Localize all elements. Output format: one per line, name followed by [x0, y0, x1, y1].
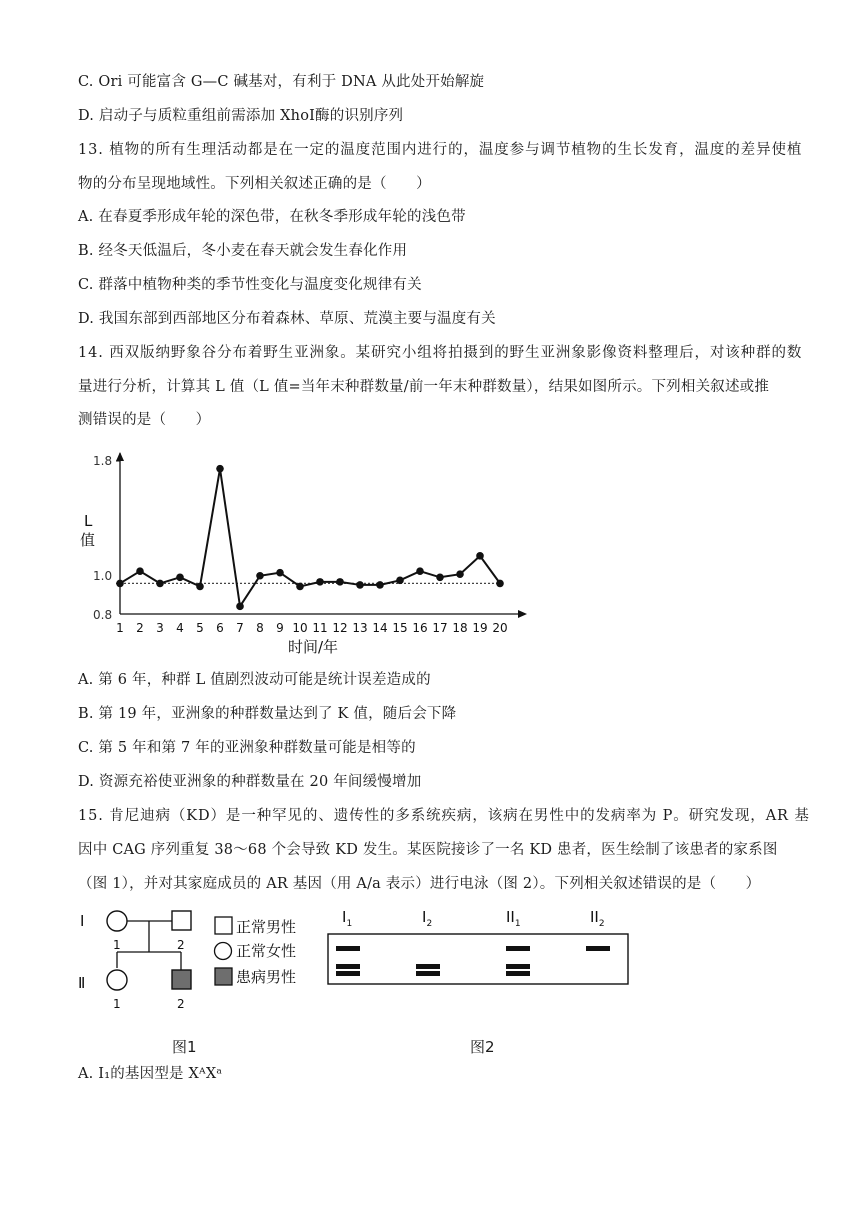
- legend-normal-male-icon: [215, 917, 232, 934]
- q13-option-b: B. 经冬天低温后，冬小麦在春天就会发生春化作用: [78, 243, 408, 259]
- q13-stem-line2: 物的分布呈现地域性。下列相关叙述正确的是（ ）: [78, 176, 431, 192]
- q15-stem-line2: 因中 CAG 序列重复 38～68 个会导致 KD 发生。某医院接诊了一名 KD 患者，医生绘制了该患者的家系图: [78, 842, 778, 858]
- figure-2-caption: 图2: [470, 1038, 495, 1056]
- data-point-year-13: [356, 581, 364, 589]
- q15-stem-line3: （图 1），并对其家庭成员的 AR 基因（用 A/a 表示）进行电泳（图 2）。下列相关叙述错误的是（ ）: [78, 876, 761, 892]
- x-tick-labels: [116, 621, 507, 635]
- y-axis-label-l: L: [84, 512, 93, 530]
- data-point-year-1: [116, 580, 124, 588]
- y-axis-label-value: 值: [80, 531, 96, 549]
- data-point-year-14: [376, 581, 384, 589]
- data-point-year-11: [316, 578, 324, 586]
- data-point-year-6: [216, 465, 224, 473]
- data-point-year-10: [296, 583, 304, 591]
- x-tick-label-3: 3: [156, 621, 164, 635]
- generation-2-label: Ⅱ: [78, 974, 86, 992]
- band-i1-lower-1: [336, 964, 360, 969]
- q14-stem-line3: 测错误的是（ ）: [78, 412, 211, 428]
- band-ii1-lower-1: [506, 964, 530, 969]
- x-tick-label-1: 1: [116, 621, 124, 635]
- band-i1-upper: [336, 946, 360, 951]
- data-point-year-12: [336, 578, 344, 586]
- q14-option-a: A. 第 6 年，种群 L 值剧烈波动可能是统计误差造成的: [78, 672, 431, 688]
- band-ii1-upper: [506, 946, 530, 951]
- x-tick-label-7: 7: [236, 621, 244, 635]
- x-tick-label-9: 9: [276, 621, 284, 635]
- q13-option-c: C. 群落中植物种类的季节性变化与温度变化规律有关: [78, 277, 422, 293]
- data-point-year-16: [416, 567, 424, 575]
- x-axis-arrow: [518, 610, 527, 618]
- l-value-points: [116, 465, 504, 610]
- q14-option-c: C. 第 5 年和第 7 年的亚洲象种群数量可能是相等的: [78, 740, 416, 756]
- q13-option-a: A. 在春夏季形成年轮的深色带，在秋冬季形成年轮的浅色带: [78, 209, 466, 225]
- figure-1-caption: 图1: [172, 1038, 197, 1056]
- data-point-year-15: [396, 577, 404, 585]
- pedigree-figure: [78, 904, 318, 1014]
- q14-stem-line1: 14. 西双版纳野象谷分布着野生亚洲象。某研究小组将拍摄到的野生亚洲象影像资料整理后，对该种群的数: [78, 345, 803, 361]
- band-ii2-upper: [586, 946, 610, 951]
- data-point-year-18: [456, 570, 464, 578]
- x-tick-label-14: 14: [372, 621, 388, 635]
- x-tick-label-17: 17: [432, 621, 448, 635]
- q12-option-d: D. 启动子与质粒重组前需添加 XhoⅠ酶的识别序列: [78, 108, 404, 124]
- ii2-affected-male: [172, 970, 191, 989]
- ii1-number: 1: [113, 997, 121, 1011]
- x-tick-label-4: 4: [176, 621, 184, 635]
- gel-frame: [328, 934, 628, 984]
- x-tick-label-18: 18: [452, 621, 468, 635]
- band-ii1-lower-2: [506, 971, 530, 976]
- data-point-year-20: [496, 580, 504, 588]
- y-axis-arrow: [116, 452, 124, 461]
- x-tick-label-15: 15: [392, 621, 408, 635]
- x-tick-label-5: 5: [196, 621, 204, 635]
- q15-stem-line1: 15. 肯尼迪病（KD）是一种罕见的、遗传性的多系统疾病，该病在男性中的发病率为 P。研究发现，AR 基: [78, 808, 810, 824]
- ytick-1-8: 1.8: [93, 454, 113, 468]
- lane-label-i2: $I_2$: [422, 908, 433, 929]
- q15-option-a: A. Ⅰ₁的基因型是 XᴬXᵃ: [78, 1066, 223, 1082]
- data-point-year-7: [236, 603, 244, 611]
- gel-figure: [326, 904, 636, 988]
- data-point-year-4: [176, 573, 184, 581]
- x-tick-label-6: 6: [216, 621, 224, 635]
- x-tick-label-11: 11: [312, 621, 328, 635]
- band-i2-lower-1: [416, 964, 440, 969]
- legend-normal-male-label: 正常男性: [236, 918, 297, 936]
- q13-stem-line1: 13. 植物的所有生理活动都是在一定的温度范围内进行的，温度参与调节植物的生长发育，温度的差异使植: [78, 142, 803, 158]
- x-tick-label-19: 19: [472, 621, 488, 635]
- i1-normal-female: [107, 911, 127, 931]
- lane-label-ii2: $II_2$: [590, 908, 605, 929]
- x-tick-label-10: 10: [292, 621, 308, 635]
- x-tick-label-20: 20: [492, 621, 508, 635]
- lane-label-i1: $I_1$: [342, 908, 353, 929]
- x-tick-label-2: 2: [136, 621, 144, 635]
- x-axis-label: 时间/年: [288, 638, 339, 656]
- legend-normal-female-label: 正常女性: [236, 942, 297, 960]
- ytick-0-8: 0.8: [93, 608, 113, 622]
- q14-option-b: B. 第 19 年，亚洲象的种群数量达到了 K 值，随后会下降: [78, 706, 457, 722]
- q14-option-d: D. 资源充裕使亚洲象的种群数量在 20 年间缓慢增加: [78, 774, 422, 790]
- q12-option-c: C. Ori 可能富含 G—C 碱基对，有利于 DNA 从此处开始解旋: [78, 74, 485, 90]
- legend-normal-female-icon: [215, 943, 232, 960]
- l-value-chart: [70, 446, 540, 658]
- data-point-year-8: [256, 572, 264, 580]
- generation-1-label: Ⅰ: [80, 912, 85, 930]
- ytick-1-0: 1.0: [93, 569, 113, 583]
- lane-label-ii1: $II_1$: [506, 908, 521, 929]
- x-tick-label-12: 12: [332, 621, 348, 635]
- legend-affected-male-icon: [215, 968, 232, 985]
- i1-number: 1: [113, 938, 121, 952]
- legend-affected-male-label: 患病男性: [236, 968, 297, 986]
- data-point-year-19: [476, 552, 484, 560]
- i2-number: 2: [177, 938, 185, 952]
- i2-normal-male: [172, 911, 191, 930]
- q13-option-d: D. 我国东部到西部地区分布着森林、草原、荒漠主要与温度有关: [78, 311, 496, 327]
- x-tick-label-16: 16: [412, 621, 428, 635]
- band-i1-lower-2: [336, 971, 360, 976]
- data-point-year-3: [156, 580, 164, 588]
- x-tick-label-13: 13: [352, 621, 368, 635]
- l-value-series-line: [120, 469, 500, 607]
- data-point-year-9: [276, 569, 284, 577]
- ii2-number: 2: [177, 997, 185, 1011]
- band-i2-lower-2: [416, 971, 440, 976]
- data-point-year-2: [136, 567, 144, 575]
- data-point-year-5: [196, 583, 204, 591]
- ii1-normal-female: [107, 970, 127, 990]
- q14-stem-line2: 量进行分析，计算其 L 值（L 值=当年末种群数量/前一年末种群数量），结果如图所示。下列相关叙述或推: [78, 379, 770, 395]
- x-tick-label-8: 8: [256, 621, 264, 635]
- data-point-year-17: [436, 573, 444, 581]
- chart-axes: [116, 452, 527, 618]
